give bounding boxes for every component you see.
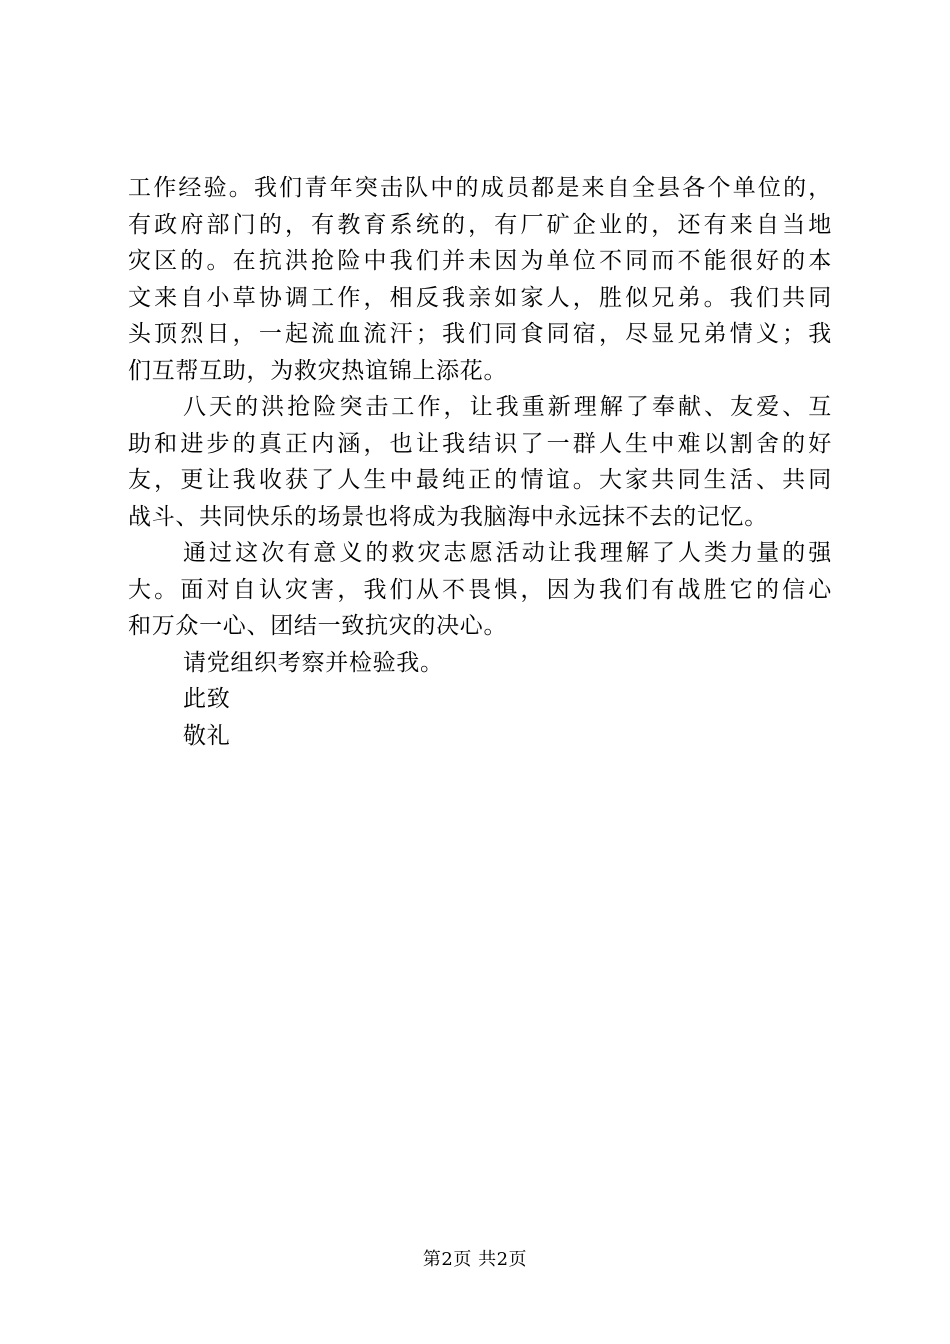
page-number-footer: 第2页 共2页 — [422, 1249, 528, 1270]
body-line: 和万众一心、团结一致抗灾的决心。 — [128, 613, 508, 639]
body-line: 助和进步的真正内涵，也让我结识了一群人生中难以割舍的好 — [128, 430, 832, 457]
body-line: 头顶烈日，一起流血流汗；我们同食同宿，尽显兄弟情义；我 — [128, 321, 832, 347]
body-line: 们互帮互助，为救灾热谊锦上添花。 — [128, 357, 508, 384]
body-line: 通过这次有意义的救灾志愿活动让我理解了人类力量的强 — [183, 540, 832, 566]
closing-regards: 敬礼 — [183, 722, 231, 749]
body-line: 大。面对自认灾害，我们从不畏惧，因为我们有战胜它的信心 — [128, 576, 832, 603]
letter-body — [128, 170, 832, 754]
body-line: 灾区的。在抗洪抢险中我们并未因为单位不同而不能很好的本 — [128, 248, 832, 274]
body-line: 战斗、共同快乐的场景也将成为我脑海中永远抹不去的记忆。 — [128, 503, 768, 530]
closing-salutation: 此致 — [183, 686, 231, 712]
body-line: 八天的洪抢险突击工作，让我重新理解了奉献、友爱、互 — [183, 394, 832, 420]
body-line: 工作经验。我们青年突击队中的成员都是来自全县各个单位的， — [128, 175, 832, 201]
body-line: 文来自小草协调工作，相反我亲如家人，胜似兄弟。我们共同 — [128, 284, 832, 311]
body-line: 友，更让我收获了人生中最纯正的情谊。大家共同生活、共同 — [128, 467, 832, 493]
closing-request: 请党组织考察并检验我。 — [183, 649, 444, 676]
body-line: 有政府部门的，有教育系统的，有厂矿企业的，还有来自当地 — [128, 211, 832, 238]
